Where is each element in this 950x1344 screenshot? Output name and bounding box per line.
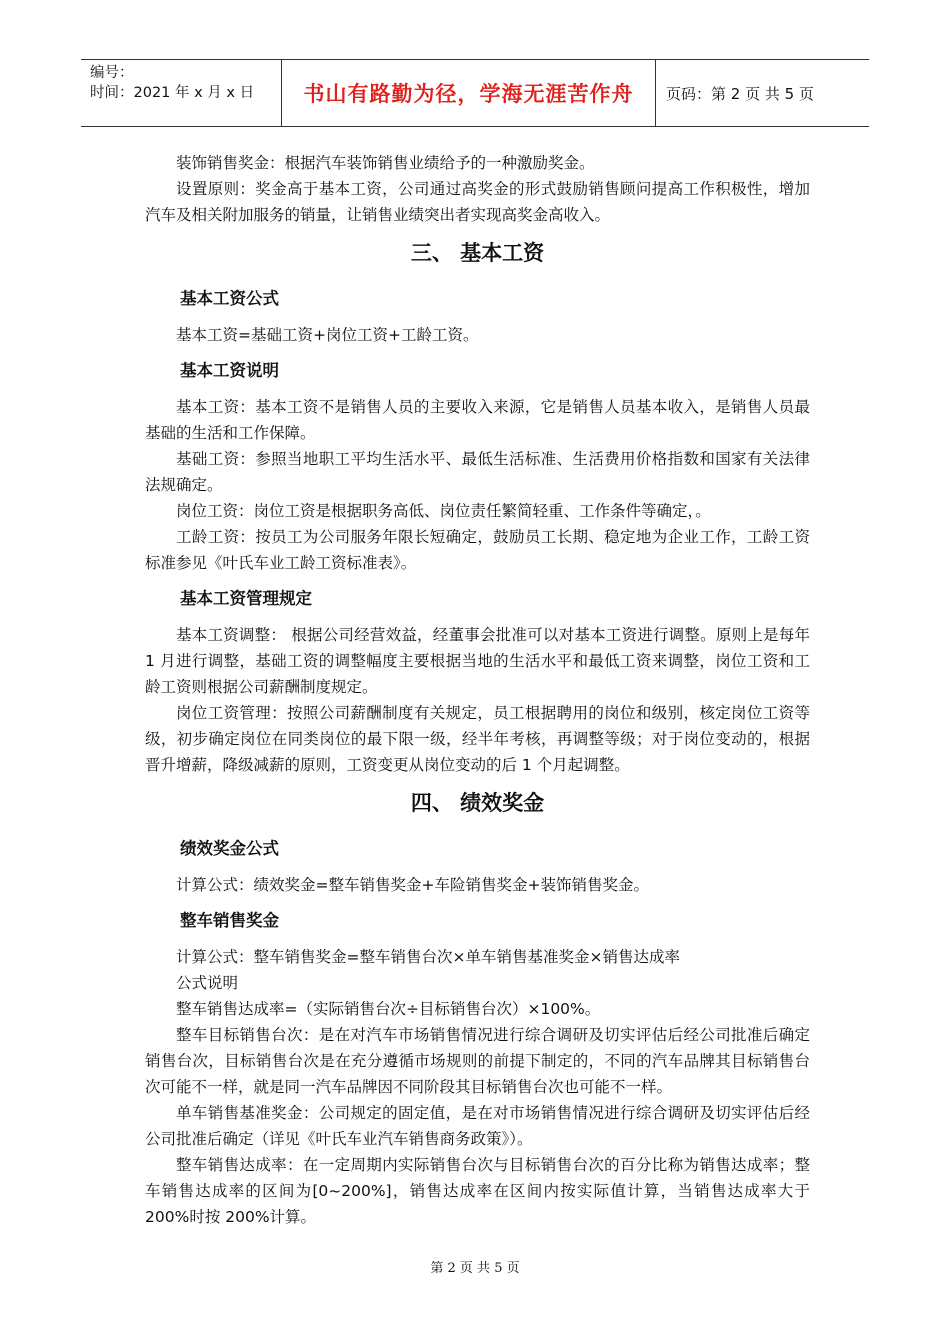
paragraph: 基本工资=基础工资+岗位工资+工龄工资。 xyxy=(176,326,479,344)
paragraph: 计算公式：整车销售奖金=整车销售台次×单车销售基准奖金×销售达成率 xyxy=(176,948,680,966)
paragraph: 装饰销售奖金：根据汽车装饰销售业绩给予的一种激励奖金。 xyxy=(176,154,595,172)
subsection-heading: 基本工资公式 xyxy=(180,289,279,308)
paragraph: 岗位工资管理：按照公司薪酬制度有关规定，员工根据聘用的岗位和级别，核定岗位工资等级，初步确定岗位在同类岗位的最下限一级，经半年考核，再调整等级；对于岗位变动的，根据晋升增薪，降级减薪的原则，工资变更从岗位变动的后 1 个月起调整。 xyxy=(145,704,810,774)
time-label: 时间：2021 年 x 月 x 日 xyxy=(90,85,255,101)
subsection-heading: 基本工资说明 xyxy=(180,361,279,380)
paragraph: 公式说明 xyxy=(176,974,239,992)
page-header xyxy=(81,59,869,127)
header-motto: 书山有路勤为径，学海无涯苦作舟 xyxy=(281,60,656,126)
section-heading: 三、 基本工资 xyxy=(410,241,545,265)
document-body xyxy=(145,150,810,1230)
header-meta xyxy=(81,60,281,126)
paragraph: 岗位工资：岗位工资是根据职务高低、岗位责任繁简轻重、工作条件等确定，。 xyxy=(176,502,711,520)
section-heading: 四、 绩效奖金 xyxy=(410,791,545,815)
paragraph: 计算公式：绩效奖金=整车销售奖金+车险销售奖金+装饰销售奖金。 xyxy=(176,876,649,894)
paragraph: 基本工资：基本工资不是销售人员的主要收入来源，它是销售人员基本收入，是销售人员最基础的生活和工作保障。 xyxy=(145,398,810,442)
paragraph: 整车目标销售台次：是在对汽车市场销售情况进行综合调研及切实评估后经公司批准后确定销售台次，目标销售台次是在充分遵循市场规则的前提下制定的，不同的汽车品牌其目标销售台次可能不一样，就是同一汽车品牌因不同阶段其目标销售台次也可能不一样。 xyxy=(145,1026,810,1096)
page-footer: 第 2 页 共 5 页 xyxy=(430,1261,520,1276)
paragraph: 设置原则：奖金高于基本工资，公司通过高奖金的形式鼓励销售顾问提高工作积极性，增加汽车及相关附加服务的销量，让销售业绩突出者实现高奖金高收入。 xyxy=(145,180,810,224)
subsection-heading: 基本工资管理规定 xyxy=(180,589,312,608)
number-label: 编号： xyxy=(90,65,134,81)
paragraph: 基础工资：参照当地职工平均生活水平、最低生活标准、生活费用价格指数和国家有关法律法规确定。 xyxy=(145,450,810,494)
paragraph: 工龄工资：按员工为公司服务年限长短确定，鼓励员工长期、稳定地为企业工作，工龄工资标准参见《叶氏车业工龄工资标准表》。 xyxy=(145,528,810,572)
header-page-info: 页码：第 2 页 共 5 页 xyxy=(666,84,814,103)
subsection-heading: 绩效奖金公式 xyxy=(180,839,279,858)
subsection-heading: 整车销售奖金 xyxy=(180,911,279,930)
paragraph: 整车销售达成率：在一定周期内实际销售台次与目标销售台次的百分比称为销售达成率；整车销售达成率的区间为[0~200%]，销售达成率在区间内按实际值计算，当销售达成率大于 200%时按 200%计算。 xyxy=(145,1156,810,1226)
paragraph: 整车销售达成率=（实际销售台次÷目标销售台次）×100%。 xyxy=(176,1000,601,1018)
paragraph: 单车销售基准奖金：公司规定的固定值，是在对市场销售情况进行综合调研及切实评估后经公司批准后确定（详见《叶氏车业汽车销售商务政策》）。 xyxy=(145,1104,810,1148)
paragraph: 基本工资调整： 根据公司经营效益，经董事会批准可以对基本工资进行调整。原则上是每年 1 月进行调整，基础工资的调整幅度主要根据当地的生活水平和最低工资来调整，岗位工资和工龄工资则根据公司薪酬制度规定。 xyxy=(145,626,810,696)
